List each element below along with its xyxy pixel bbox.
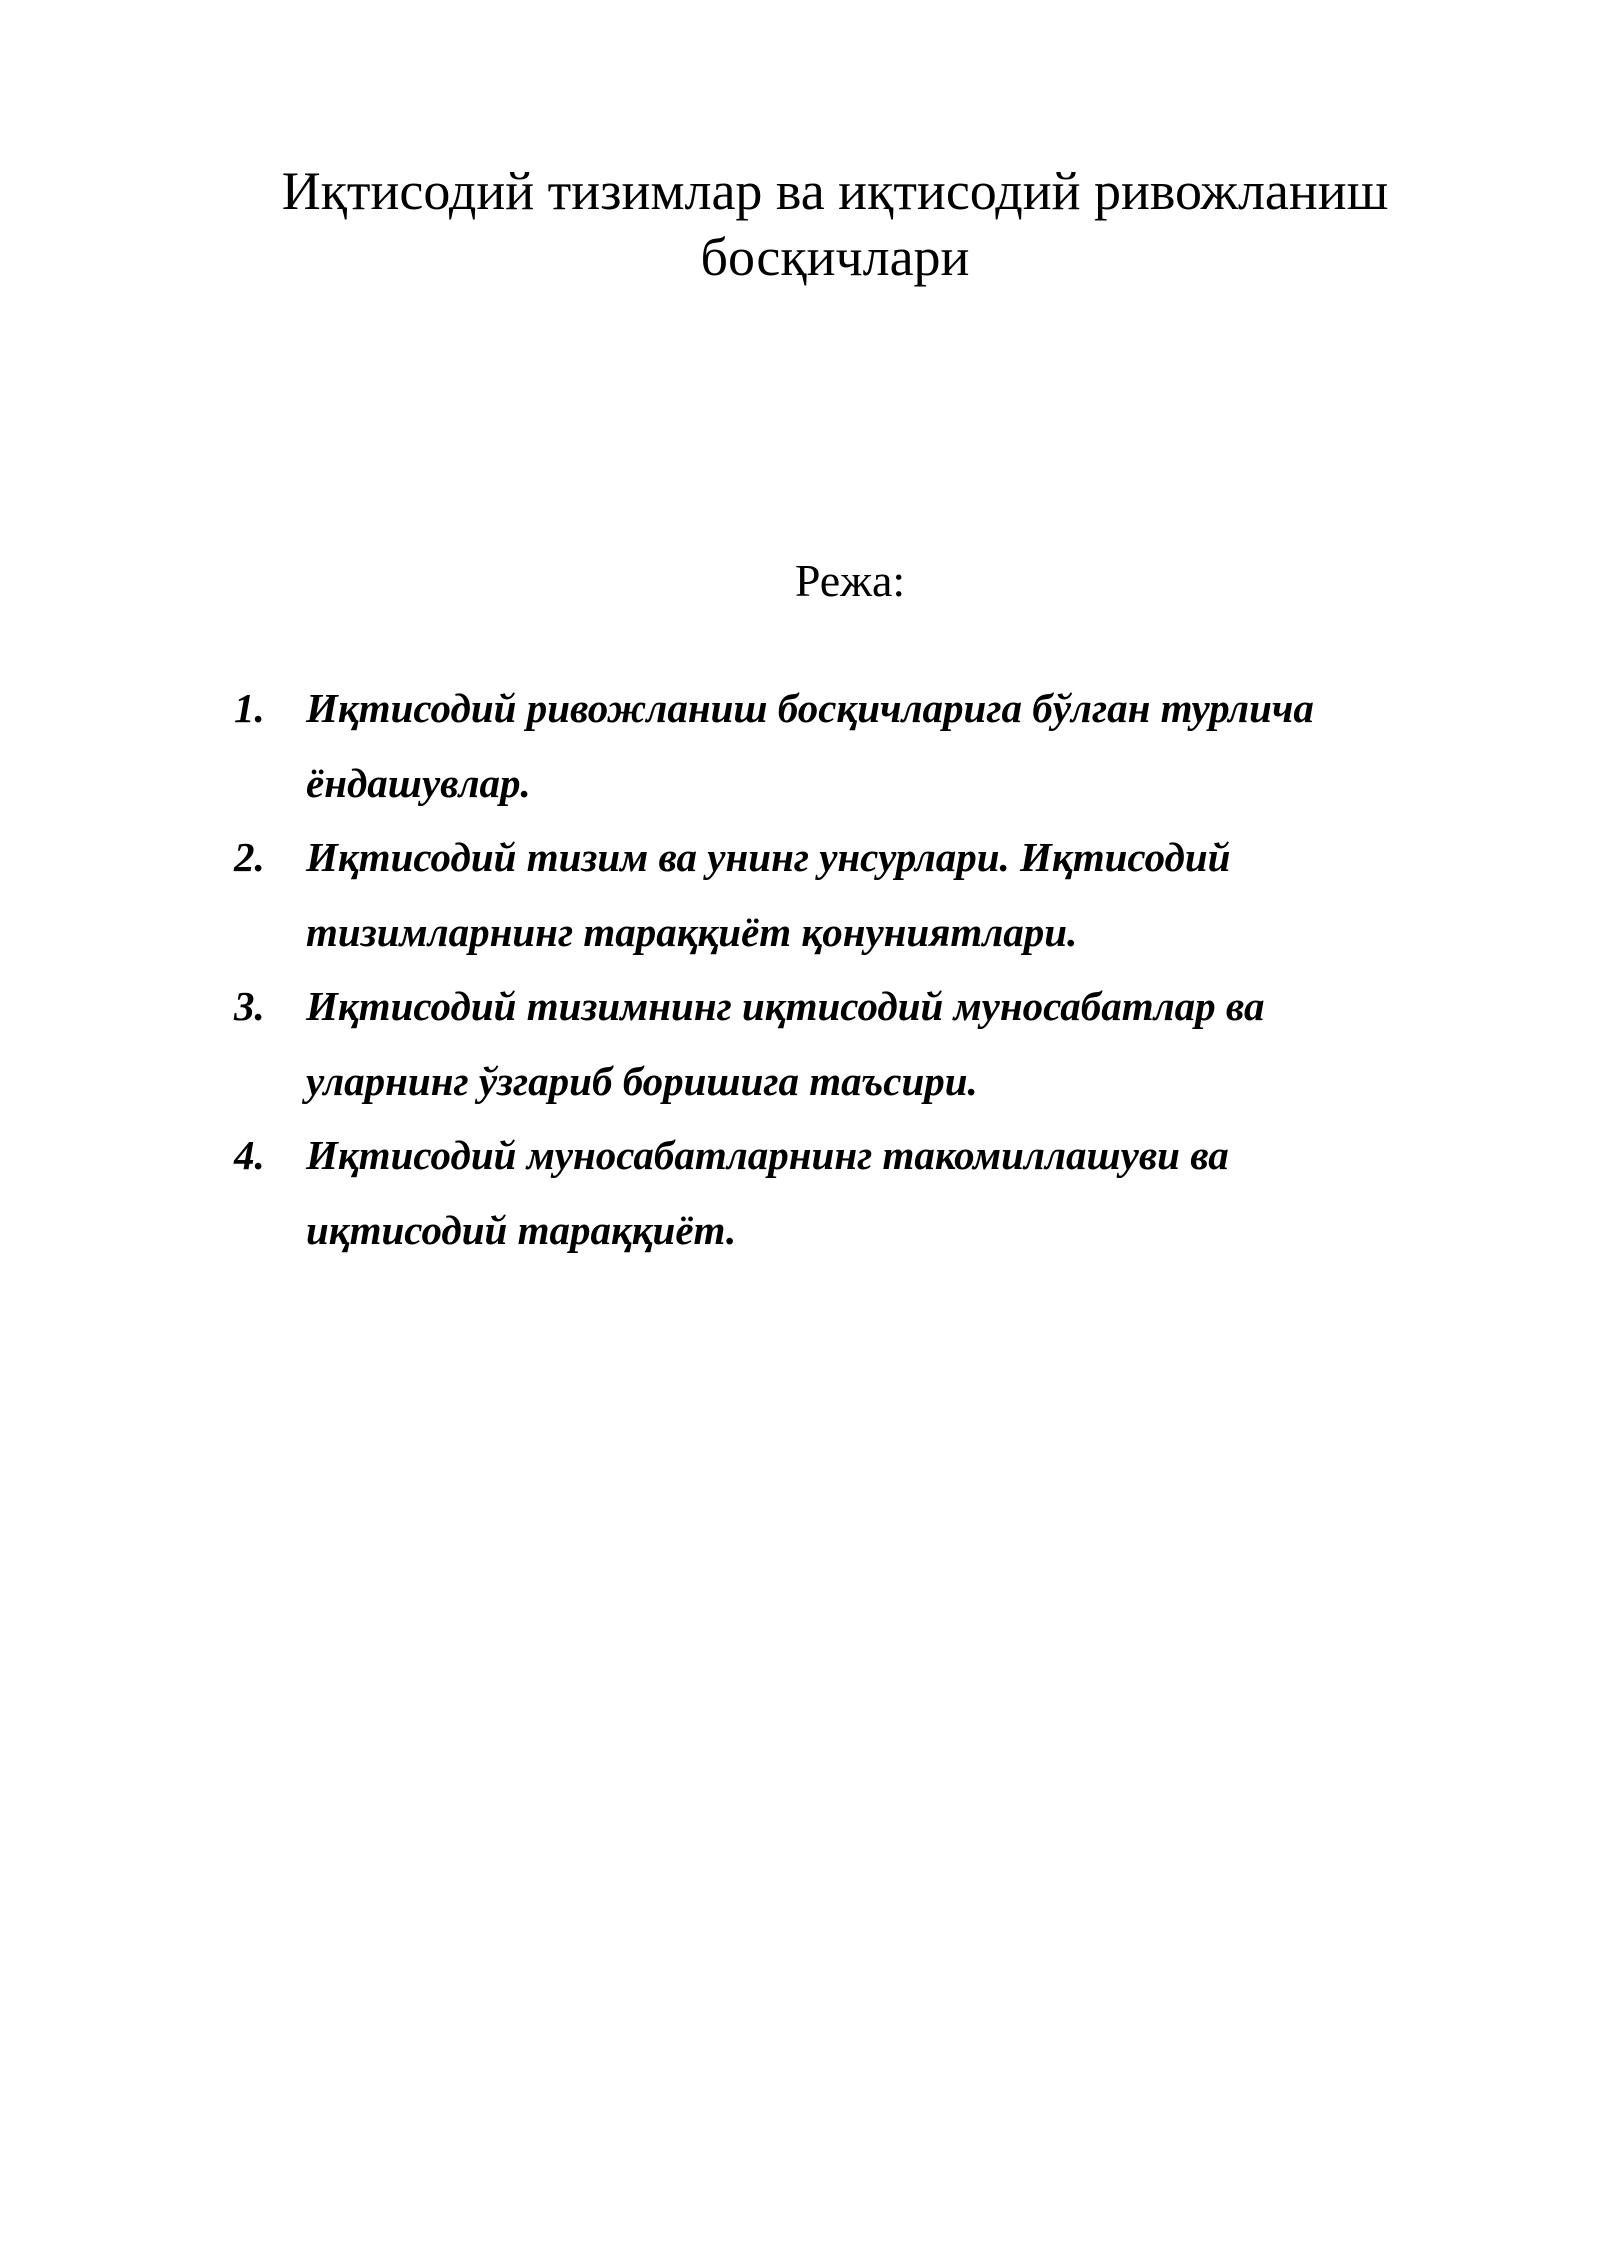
plan-heading: Режа: — [794, 555, 906, 606]
plan-item-text: Иқтисодий муносабатларнинг такомиллашуви ва иқтисодий тараққиёт. — [306, 1132, 1229, 1253]
plan-item — [234, 671, 1414, 820]
plan-list — [234, 671, 1414, 1267]
plan-item — [234, 1118, 1414, 1267]
plan-item-number: 3. — [234, 983, 265, 1029]
plan-item-text: Иқтисодий ривожланиш босқичларига бўлган турлича ёндашувлар. — [306, 685, 1314, 806]
plan-item-number: 2. — [234, 834, 265, 880]
plan-item — [234, 969, 1414, 1118]
plan-item-number: 1. — [234, 685, 265, 731]
plan-item-number: 4. — [234, 1132, 265, 1178]
plan-item — [234, 820, 1414, 969]
document-title: Иқтисодий тизимлар ва иқтисодий ривожланиш босқичлари — [281, 161, 1389, 287]
plan-item-text: Иқтисодий тизимнинг иқтисодий муносабатлар ва уларнинг ўзгариб боришига таъсири. — [306, 983, 1265, 1104]
plan-item-text: Иқтисодий тизим ва унинг унсурлари. Иқтисодий тизимларнинг тараққиёт қонуниятлари. — [306, 834, 1231, 955]
